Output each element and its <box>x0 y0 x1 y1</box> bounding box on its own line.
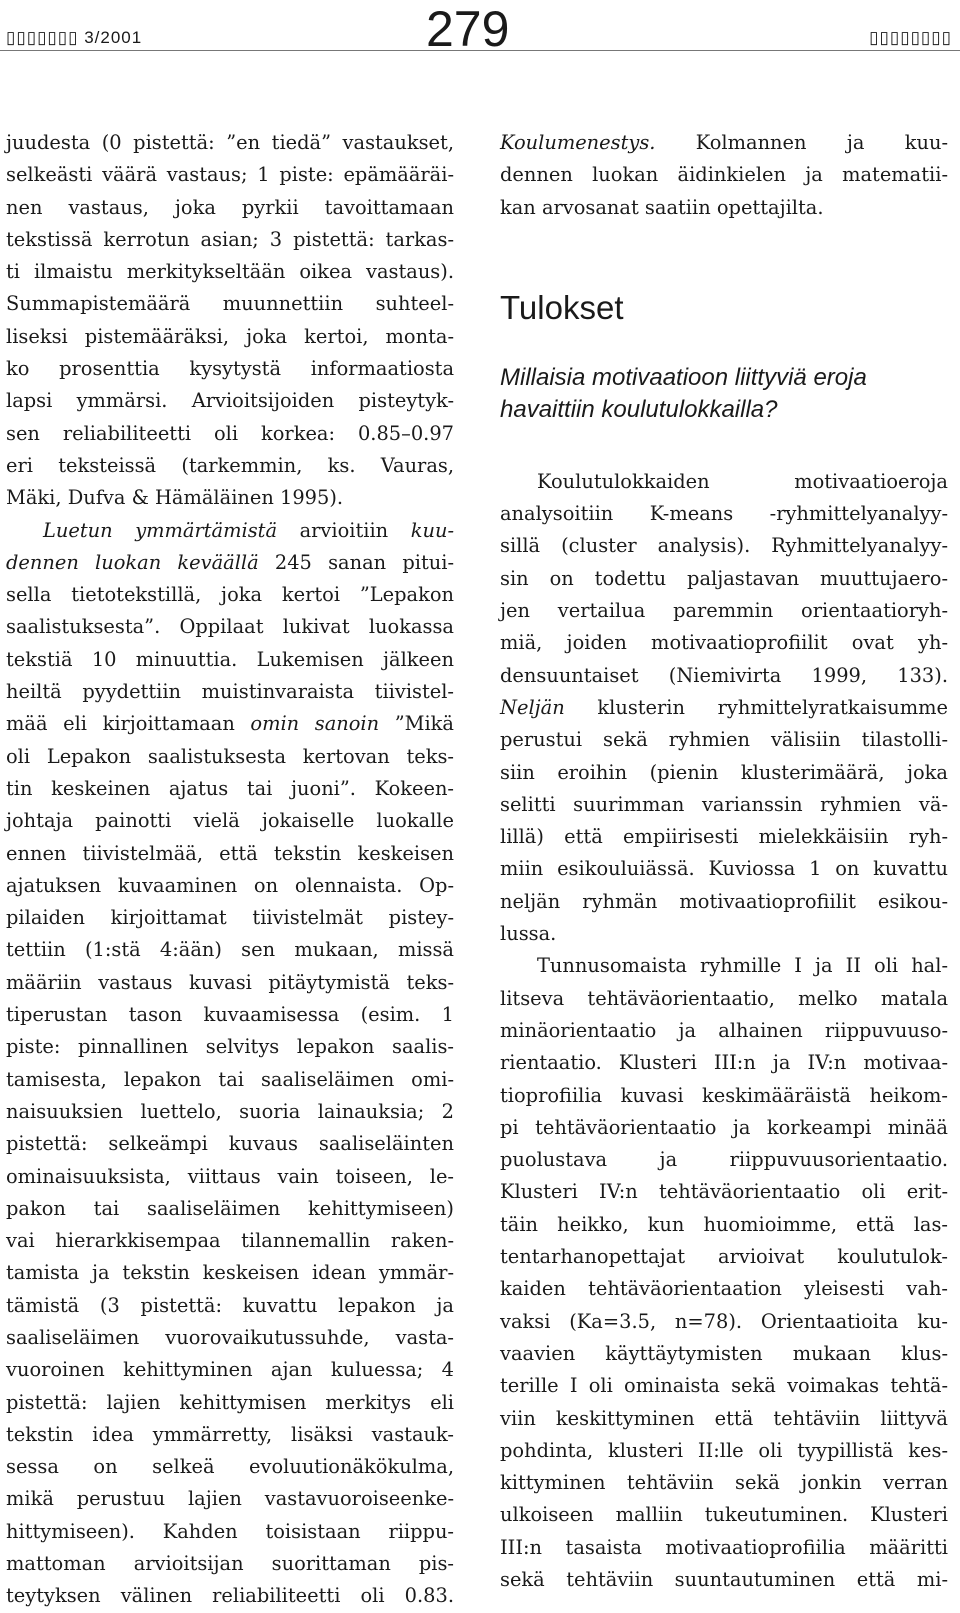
text-line: tiperustan tason kuvaamisessa (esim. 1 <box>6 1003 454 1027</box>
text-line: Tunnusomaista ryhmille I ja II oli hal- <box>537 954 948 978</box>
text-line: tentarhanopettajat arvioivat koulutulok- <box>500 1245 948 1269</box>
text-line: ko prosenttia kysytystä informaatiosta <box>6 357 454 381</box>
text-line: pilaiden kirjoittamat tiivistelmät pistey- <box>6 906 454 930</box>
text-line: heiltä pyydettiin muistinvaraista tiivistel- <box>6 680 454 704</box>
text-line: liseksi pistemääräksi, joka kertoi, monta- <box>6 324 454 348</box>
text-line: tämistä (3 pistettä: kuvattu lepakon ja <box>6 1293 454 1317</box>
text-line: ti ilmaistu merkitykseltään oikea vastaus). <box>6 260 454 284</box>
text-line: tamisesta, lepakon tai saaliseläimen omi- <box>6 1067 454 1091</box>
text-line: täin heikko, kun huomioimme, että las- <box>500 1212 948 1236</box>
text-line: naisuuksien luettelo, suoria lainauksia; 2 <box>6 1099 454 1123</box>
header-rule <box>0 50 960 51</box>
right-column <box>500 127 948 1596</box>
section-heading: Tulokset <box>500 288 624 326</box>
text-line: miin esikouluiässä. Kuviossa 1 on kuvattu <box>500 857 948 881</box>
text-line: mää eli kirjoittamaan omin sanoin ”Mikä <box>6 712 454 736</box>
text-line: saalistuksesta”. Oppilaat lukivat luokassa <box>6 615 454 639</box>
italic-term: Luetun ymmärtämistä <box>43 518 277 542</box>
text-line: kan arvosanat saatiin opettajilta. <box>500 195 824 219</box>
text-line: selitti suurimman varianssin ryhmien vä- <box>500 792 948 816</box>
text-line: Neljän klusterin ryhmittelyratkaisumme <box>500 695 948 719</box>
text-line: analysoitiin K-means -ryhmittelyanalyy- <box>500 502 948 526</box>
text-line: litseva tehtäväorientaatio, melko matala <box>500 986 948 1010</box>
text-line: sin on todettu paljastavan muuttujaero- <box>500 566 948 590</box>
text-line: jen vertailua paremmin orientaatioryh- <box>500 599 948 623</box>
text-line: viin keskittyminen että tehtäviin liittyvä <box>500 1406 948 1430</box>
text-line: minäorientaatio ja alhainen riippuvuuso- <box>500 1018 948 1042</box>
text-line: eri teksteissä (tarkemmin, ks. Vauras, <box>6 453 454 477</box>
text-line: tekstin idea ymmärretty, lisäksi vastauk- <box>6 1422 454 1446</box>
text-line: dennen luokan keväällä 245 sanan pitui- <box>6 550 454 574</box>
text-line: saaliseläimen vuorovaikutussuhde, vasta- <box>6 1325 454 1349</box>
text-line: siin eroihin (pienin klusterimäärä, joka <box>500 760 948 784</box>
text-line: nen vastaus, joka pyrkii tavoittamaan <box>6 195 454 219</box>
text-line: sillä (cluster analysis). Ryhmittelyanalyy- <box>500 534 948 558</box>
text-line: vaavien käyttäytymisten mukaan klus- <box>500 1341 948 1365</box>
text-line: selkeästi väärä vastaus; 1 piste: epämääräi- <box>6 163 454 187</box>
text-line: Koulumenestys. Kolmannen ja kuu- <box>500 131 948 154</box>
text-line: pakon tai saaliseläimen kehittymiseen) <box>6 1196 454 1220</box>
text-line: pohdinta, klusteri II:lle oli tyypillistä kes- <box>500 1438 948 1462</box>
text-line: miä, joiden motivaatioprofiilit ovat yh- <box>500 631 948 655</box>
text-line: ominaisuuksista, viittaus vain toiseen, le- <box>6 1164 454 1188</box>
text-line: pistettä: selkeämpi kuvaus saaliseläinten <box>6 1132 454 1156</box>
text-line: lussa. <box>500 922 557 946</box>
text-line: oli Lepakon saalistuksesta kertovan teks- <box>6 744 454 768</box>
text-line: määriin vastaus kuvasi pitäytymistä teks- <box>6 970 454 994</box>
text-line: pistettä: lajien kehittymisen merkitys eli <box>6 1390 454 1414</box>
text-line: vuoroinen kehittyminen ajan kuluessa; 4 <box>6 1358 454 1382</box>
journal-issue-header: ▯▯▯▯▯▯▯ 3/2001 <box>6 28 143 47</box>
text-line: terille I oli ominaista sekä voimakas tehtä- <box>500 1374 948 1398</box>
text-line: sen reliabiliteetti oli korkea: 0.85–0.97 <box>6 421 454 445</box>
italic-term: Neljän <box>500 695 565 719</box>
text-line: teytyksen välinen reliabiliteetti oli 0.83. <box>6 1584 454 1608</box>
text-line: Summapistemäärä muunnettiin suhteel- <box>6 292 454 316</box>
text-line: pi tehtäväorientaatio ja korkeampi minää <box>500 1115 948 1139</box>
text-line: piste: pinnallinen selvitys lepakon saalis- <box>6 1035 454 1059</box>
text-line: tettiin (1:stä 4:ään) sen mukaan, missä <box>6 938 454 962</box>
text-line: ennen tiivistelmää, että tekstin keskeisen <box>6 841 454 865</box>
text-line: hittymiseen). Kahden toisistaan riippu- <box>6 1519 454 1543</box>
text-line: mattoman arvioitsijan suorittaman pis- <box>6 1552 454 1576</box>
text-line: lillä) että empiirisesti mielekkäisiin ryh- <box>500 825 948 849</box>
text-line: Klusteri IV:n tehtäväorientaatio oli erit- <box>500 1180 948 1204</box>
text-line: Koulutulokkaiden motivaatioeroja <box>537 469 948 493</box>
journal-name-header: ▯▯▯▯▯▯▯▯ <box>869 28 952 47</box>
text-line: lapsi ymmärsi. Arvioitsijoiden pisteytyk- <box>6 389 454 413</box>
italic-term: dennen luokan keväällä <box>6 550 259 574</box>
text-line: tekstiä 10 minuuttia. Lukemisen jälkeen <box>6 647 454 671</box>
text-line: Luetun ymmärtämistä arvioitiin kuu- <box>43 518 454 542</box>
text-line: rientaatio. Klusteri III:n ja IV:n motivaa- <box>500 1051 948 1075</box>
text-line: neljän ryhmän motivaatioprofiilit esikou- <box>500 889 948 913</box>
italic-term: kuu- <box>410 518 454 542</box>
text-line: densuuntaiset (Niemivirta 1999, 133). <box>500 663 948 687</box>
left-column <box>6 127 454 1613</box>
italic-term: omin sanoin <box>250 712 380 736</box>
text-line: sella tietotekstillä, joka kertoi ”Lepakon <box>6 583 455 607</box>
text-line: tioprofiilia kuvasi keskimääräistä heikom- <box>500 1083 948 1107</box>
text-line: sessa on selkeä evoluutionäkökulma, <box>6 1455 454 1479</box>
text-line: puolustava ja riippuvuusorientaatio. <box>500 1148 948 1172</box>
text-line: mikä perustuu lajien vastavuoroiseenke- <box>6 1487 454 1511</box>
text-line: tamista ja tekstin keskeisen idean ymmär- <box>6 1261 454 1285</box>
text-line: kaiden tehtäväorientaation yleisesti vah- <box>500 1277 948 1301</box>
text-line: tekstissä kerrotun asian; 3 pistettä: tarkas- <box>6 227 454 251</box>
text-line: sekä tehtäviin suuntautuminen että mi- <box>500 1567 948 1591</box>
text-line: vai hierarkkisempaa tilannemallin raken- <box>6 1229 454 1253</box>
text-line: tin keskeinen ajatus tai juoni”. Kokeen- <box>6 776 454 800</box>
text-line: ulkoiseen malliin tukeutuminen. Klusteri <box>500 1503 948 1527</box>
text-line: ajatuksen kuvaaminen on olennaista. Op- <box>6 873 454 897</box>
text-line: juudesta (0 pistettä: ”en tiedä” vastaukset, <box>6 131 454 154</box>
text-line: perustui sekä ryhmien välisiin tilastolli- <box>500 728 948 752</box>
section-subheading: Millaisia motivaatioon liittyviä eroja havaittiin koulutulokkailla? <box>500 363 867 423</box>
text-line: johtaja painotti vielä jokaiselle luokalle <box>6 809 454 833</box>
text-line: Mäki, Dufva & Hämäläinen 1995). <box>6 486 344 510</box>
text-line: III:n tasaista motivaatioprofiilia määritti <box>500 1535 948 1559</box>
text-line: kittyminen tehtäviin sekä jonkin verran <box>500 1471 948 1495</box>
page-number: 279 <box>426 1 510 57</box>
text-line: dennen luokan äidinkielen ja matematii- <box>500 163 948 187</box>
italic-term: Koulumenestys. <box>500 131 656 154</box>
text-line: vaksi (Ka=3.5, n=78). Orientaatioita ku- <box>500 1309 948 1333</box>
